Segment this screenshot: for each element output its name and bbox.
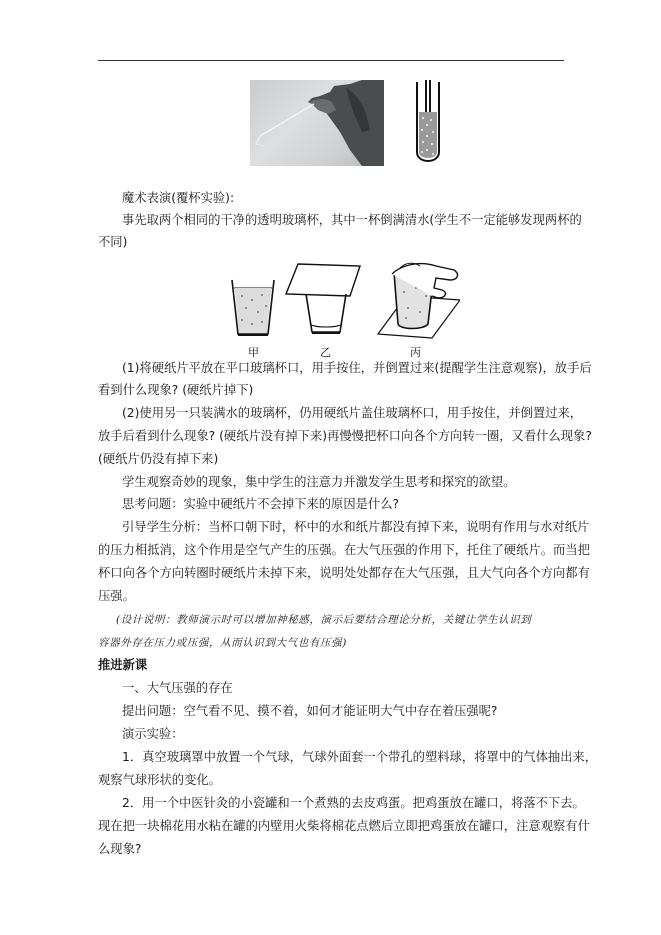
cup-label-jia: 甲	[248, 346, 259, 358]
cup-bing	[378, 263, 460, 338]
paragraph-line: 1．真空玻璃罩中放置一个气球，气球外面套一个带孔的塑料球，将罩中的气体抽出来，	[122, 750, 598, 764]
cup-jia	[232, 280, 274, 336]
cup-yi	[286, 264, 360, 334]
subsection-heading: 一、大气压强的存在	[122, 681, 233, 695]
test-tube-figure	[413, 80, 443, 168]
paragraph-line: 不同)	[98, 235, 128, 249]
paragraph-line: 引导学生分析：当杯口朝下时，杯中的水和纸片都没有掉下来，说明有作用与水对纸片	[122, 520, 590, 534]
paragraph-line: 观察气球形状的变化。	[98, 773, 221, 787]
paragraph-line: 思考问题：实验中硬纸片不会掉下来的原因是什么?	[122, 497, 400, 511]
paragraph-line: 看到什么现象? (硬纸片掉下)	[98, 383, 254, 397]
design-note-line: 容器外存在压力或压强，从而认识到大气也有压强)	[98, 637, 347, 649]
paragraph-line: 提出问题：空气看不见、摸不着，如何才能证明大气中存在着压强呢?	[122, 704, 498, 718]
paragraph-line: (硬纸片仍没有掉下来)	[98, 452, 219, 466]
paragraph-line: (1)将硬纸片平放在平口玻璃杯口，用手按住，并倒置过来(提醒学生注意观察)，放手后	[122, 361, 592, 375]
paragraph-line: 压强。	[98, 589, 135, 603]
paragraph-line: 演示实验：	[122, 727, 184, 741]
paragraph-line: 的压力相抵消，这个作用是空气产生的压强。在大气压强的作用下，托住了硬纸片。而当把	[98, 543, 590, 557]
cup-label-bing: 丙	[410, 346, 421, 358]
design-note-line: (设计说明：教师演示时可以增加神秘感，演示后要结合理论分析，关键让学生认识到	[116, 614, 532, 626]
paragraph-line: 放手后看到什么现象? (硬纸片没有掉下来)再慢慢把杯口向各个方向转一圈，又看什么现象?	[98, 429, 592, 443]
paragraph-line: 么现象?	[98, 842, 142, 856]
cup-label-yi: 乙	[320, 346, 331, 358]
paragraph-line: 现在把一块棉花用水粘在罐的内壁用火柴将棉花点燃后立即把鸡蛋放在罐口，注意观察有什	[98, 819, 590, 833]
header-rule	[98, 60, 564, 61]
section-heading: 推进新课	[98, 658, 148, 672]
hand-tube-illustration	[250, 80, 384, 166]
paragraph-line: 学生观察奇妙的现象，集中学生的注意力并激发学生思考和探究的欲望。	[122, 475, 516, 489]
paragraph-line: 杯口向各个方向转圈时硬纸片未掉下来，说明处处都存在大气压强，且大气向各个方向都有	[98, 566, 590, 580]
paragraph-line: 事先取两个相同的干净的透明玻璃杯，其中一杯倒满清水(学生不一定能够发现两杯的	[122, 213, 582, 227]
hand-holding-tube-photo	[250, 80, 384, 166]
paragraph-line: (2)使用另一只装满水的玻璃杯，仍用硬纸片盖住玻璃杯口，用手按住，并倒置过来，	[122, 406, 583, 420]
cup-experiment-figure	[228, 262, 460, 358]
magic-show-heading: 魔术表演(覆杯实验):	[122, 191, 235, 205]
paragraph-line: 2．用一个中医针灸的小瓷罐和一个煮熟的去皮鸡蛋。把鸡蛋放在罐口，将落不下去。	[122, 796, 585, 810]
